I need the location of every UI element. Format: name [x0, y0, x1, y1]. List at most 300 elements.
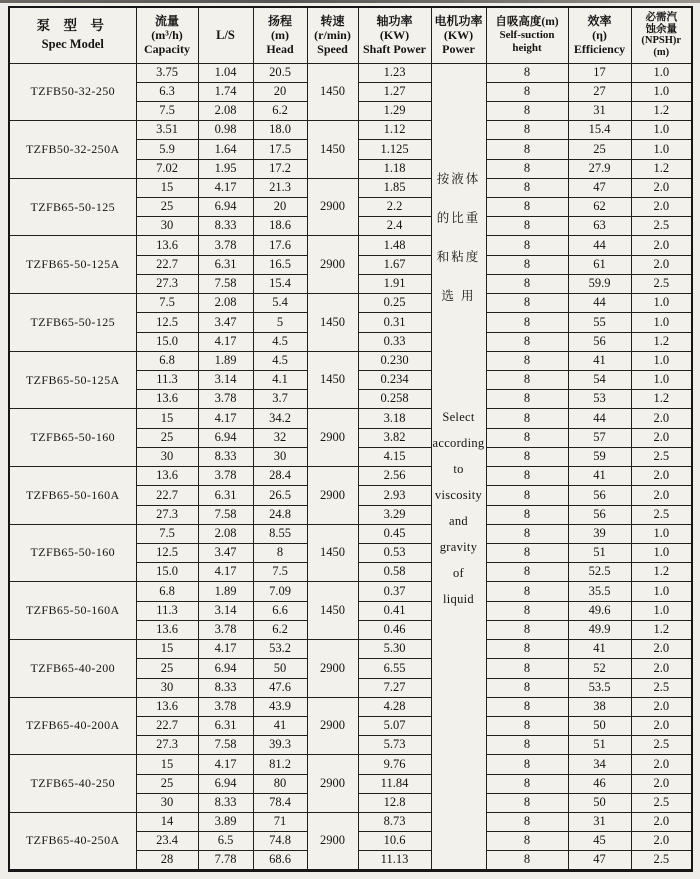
efficiency-cell: 45 — [568, 832, 631, 851]
npsh-cell: 2.0 — [631, 832, 692, 851]
capacity-cell: 7.02 — [136, 159, 198, 178]
capacity-cell: 25 — [136, 659, 198, 678]
table-row — [9, 755, 692, 774]
table-row — [9, 178, 692, 197]
self-suction-cell: 8 — [486, 217, 568, 236]
head-cell: 20 — [253, 198, 307, 217]
header-line: (m) — [271, 28, 289, 43]
ls-cell: 3.78 — [198, 236, 253, 255]
model-cell: TZFB65-40-200 — [9, 640, 136, 698]
header-line: (NPSH)r — [641, 35, 682, 47]
col-header-suction — [486, 7, 568, 63]
head-cell: 68.6 — [253, 851, 307, 871]
shaft-power-cell: 10.6 — [358, 832, 431, 851]
model-cell: TZFB65-50-125A — [9, 351, 136, 409]
model-cell: TZFB65-40-250A — [9, 813, 136, 871]
ls-cell: 6.31 — [198, 716, 253, 735]
col-header-model — [9, 7, 136, 63]
ls-cell: 0.98 — [198, 121, 253, 140]
efficiency-cell: 31 — [568, 101, 631, 120]
shaft-power-cell: 0.25 — [358, 294, 431, 313]
efficiency-cell: 49.9 — [568, 620, 631, 639]
efficiency-cell: 56 — [568, 486, 631, 505]
capacity-cell: 3.51 — [136, 121, 198, 140]
capacity-cell: 27.3 — [136, 505, 198, 524]
col-header-shaft — [358, 7, 431, 63]
self-suction-cell: 8 — [486, 371, 568, 390]
efficiency-cell: 57 — [568, 428, 631, 447]
shaft-power-cell: 1.125 — [358, 140, 431, 159]
npsh-cell: 2.0 — [631, 716, 692, 735]
header-line: (η) — [592, 28, 607, 43]
model-cell: TZFB50-32-250 — [9, 63, 136, 121]
header-line: Self-suction — [499, 28, 555, 41]
power-note-en-line: viscosity — [434, 487, 483, 502]
npsh-cell: 2.5 — [631, 793, 692, 812]
efficiency-cell: 41 — [568, 351, 631, 370]
capacity-cell: 22.7 — [136, 255, 198, 274]
efficiency-cell: 39 — [568, 524, 631, 543]
head-cell: 30 — [253, 447, 307, 466]
col-header-power — [431, 7, 486, 63]
efficiency-cell: 15.4 — [568, 121, 631, 140]
shaft-power-cell: 0.45 — [358, 524, 431, 543]
col-header-efficiency — [568, 7, 631, 63]
model-cell: TZFB65-50-160A — [9, 467, 136, 525]
efficiency-cell: 25 — [568, 140, 631, 159]
header-line: Speed — [317, 42, 348, 57]
capacity-cell: 30 — [136, 447, 198, 466]
capacity-cell: 30 — [136, 678, 198, 697]
self-suction-cell: 8 — [486, 351, 568, 370]
speed-cell: 2900 — [307, 178, 358, 236]
head-cell: 17.2 — [253, 159, 307, 178]
speed-cell: 1450 — [307, 121, 358, 179]
header-line: 扬程 — [267, 14, 292, 29]
self-suction-cell: 8 — [486, 332, 568, 351]
header-line: (r/min) — [314, 28, 351, 43]
self-suction-cell: 8 — [486, 736, 568, 755]
npsh-cell: 1.0 — [631, 313, 692, 332]
head-cell: 6.2 — [253, 101, 307, 120]
head-cell: 18.6 — [253, 217, 307, 236]
model-cell: TZFB65-50-160 — [9, 409, 136, 467]
scan-edge-artifact — [0, 0, 700, 3]
npsh-cell: 1.2 — [631, 620, 692, 639]
shaft-power-cell: 1.29 — [358, 101, 431, 120]
shaft-power-cell: 0.230 — [358, 351, 431, 370]
head-cell: 4.1 — [253, 371, 307, 390]
self-suction-cell: 8 — [486, 255, 568, 274]
self-suction-cell: 8 — [486, 716, 568, 735]
shaft-power-cell: 7.27 — [358, 678, 431, 697]
table-row — [9, 582, 692, 601]
ls-cell: 3.47 — [198, 543, 253, 562]
self-suction-cell: 8 — [486, 793, 568, 812]
shaft-power-cell: 0.31 — [358, 313, 431, 332]
self-suction-cell: 8 — [486, 447, 568, 466]
shaft-power-cell: 2.4 — [358, 217, 431, 236]
col-header-head — [253, 7, 307, 63]
model-cell: TZFB65-50-125 — [9, 294, 136, 352]
efficiency-cell: 56 — [568, 505, 631, 524]
efficiency-cell: 53.5 — [568, 678, 631, 697]
efficiency-cell: 52.5 — [568, 563, 631, 582]
ls-cell: 4.17 — [198, 755, 253, 774]
capacity-cell: 22.7 — [136, 486, 198, 505]
shaft-power-cell: 11.13 — [358, 851, 431, 871]
ls-cell: 3.78 — [198, 620, 253, 639]
power-note-zh-line: 按液体 — [436, 171, 481, 186]
npsh-cell: 2.0 — [631, 755, 692, 774]
power-note-en-line: according — [432, 435, 485, 450]
capacity-cell: 25 — [136, 774, 198, 793]
npsh-cell: 2.0 — [631, 198, 692, 217]
ls-cell: 6.31 — [198, 255, 253, 274]
ls-cell: 4.17 — [198, 178, 253, 197]
header-line: (KW) — [379, 28, 410, 43]
npsh-cell: 2.0 — [631, 428, 692, 447]
shaft-power-cell: 2.93 — [358, 486, 431, 505]
self-suction-cell: 8 — [486, 82, 568, 101]
head-cell: 28.4 — [253, 467, 307, 486]
ls-cell: 1.95 — [198, 159, 253, 178]
self-suction-cell: 8 — [486, 101, 568, 120]
shaft-power-cell: 1.12 — [358, 121, 431, 140]
efficiency-cell: 31 — [568, 813, 631, 832]
capacity-cell: 3.75 — [136, 63, 198, 82]
table-row — [9, 294, 692, 313]
head-cell: 3.7 — [253, 390, 307, 409]
efficiency-cell: 51 — [568, 543, 631, 562]
npsh-cell: 2.0 — [631, 697, 692, 716]
speed-cell: 2900 — [307, 755, 358, 813]
npsh-cell: 1.0 — [631, 63, 692, 82]
self-suction-cell: 8 — [486, 294, 568, 313]
shaft-power-cell: 1.67 — [358, 255, 431, 274]
col-header-npsh — [631, 7, 692, 63]
table-row — [9, 236, 692, 255]
efficiency-cell: 41 — [568, 467, 631, 486]
self-suction-cell: 8 — [486, 467, 568, 486]
capacity-cell: 6.8 — [136, 582, 198, 601]
head-cell: 8.55 — [253, 524, 307, 543]
self-suction-cell: 8 — [486, 851, 568, 871]
npsh-cell: 1.2 — [631, 332, 692, 351]
capacity-cell: 7.5 — [136, 101, 198, 120]
model-cell: TZFB65-50-125 — [9, 178, 136, 236]
npsh-cell: 2.0 — [631, 409, 692, 428]
capacity-cell: 27.3 — [136, 736, 198, 755]
header-line: height — [512, 41, 542, 54]
shaft-power-cell: 3.18 — [358, 409, 431, 428]
head-cell: 71 — [253, 813, 307, 832]
ls-cell: 3.47 — [198, 313, 253, 332]
capacity-cell: 11.3 — [136, 601, 198, 620]
shaft-power-cell: 5.30 — [358, 640, 431, 659]
power-note-zh-line: 和粘度 — [436, 249, 481, 264]
shaft-power-cell: 11.84 — [358, 774, 431, 793]
self-suction-cell: 8 — [486, 63, 568, 82]
npsh-cell: 2.0 — [631, 467, 692, 486]
npsh-cell: 1.2 — [631, 563, 692, 582]
head-cell: 17.6 — [253, 236, 307, 255]
npsh-cell: 1.2 — [631, 101, 692, 120]
self-suction-cell: 8 — [486, 620, 568, 639]
ls-cell: 7.58 — [198, 274, 253, 293]
self-suction-cell: 8 — [486, 178, 568, 197]
self-suction-cell: 8 — [486, 198, 568, 217]
ls-cell: 4.17 — [198, 409, 253, 428]
ls-cell: 3.78 — [198, 467, 253, 486]
self-suction-cell: 8 — [486, 832, 568, 851]
npsh-cell: 2.0 — [631, 178, 692, 197]
efficiency-cell: 47 — [568, 178, 631, 197]
motor-power-note-cell — [431, 63, 486, 871]
self-suction-cell: 8 — [486, 640, 568, 659]
head-cell: 6.2 — [253, 620, 307, 639]
col-header-capacity — [136, 7, 198, 63]
efficiency-cell: 62 — [568, 198, 631, 217]
ls-cell: 7.78 — [198, 851, 253, 871]
efficiency-cell: 38 — [568, 697, 631, 716]
ls-cell: 8.33 — [198, 793, 253, 812]
ls-cell: 7.58 — [198, 505, 253, 524]
power-note-zh-line: 选 用 — [441, 288, 476, 303]
head-cell: 39.3 — [253, 736, 307, 755]
efficiency-cell: 54 — [568, 371, 631, 390]
npsh-cell: 2.5 — [631, 274, 692, 293]
ls-cell: 1.89 — [198, 582, 253, 601]
shaft-power-cell: 0.234 — [358, 371, 431, 390]
ls-cell: 1.89 — [198, 351, 253, 370]
head-cell: 47.6 — [253, 678, 307, 697]
header-line: Spec Model — [41, 37, 104, 52]
shaft-power-cell: 0.37 — [358, 582, 431, 601]
ls-cell: 3.78 — [198, 390, 253, 409]
table-row — [9, 351, 692, 370]
head-cell: 4.5 — [253, 351, 307, 370]
header-line: (KW) — [443, 28, 474, 43]
speed-cell: 2900 — [307, 467, 358, 525]
ls-cell: 1.64 — [198, 140, 253, 159]
shaft-power-cell: 5.73 — [358, 736, 431, 755]
power-note-en-line: Select — [442, 409, 475, 424]
header-line: Head — [266, 42, 294, 57]
power-note-gap — [432, 316, 486, 404]
ls-cell: 8.33 — [198, 217, 253, 236]
power-note-en-line: of — [452, 565, 464, 580]
header-row — [9, 7, 692, 63]
head-cell: 20 — [253, 82, 307, 101]
model-cell: TZFB65-50-160 — [9, 524, 136, 582]
ls-cell: 8.33 — [198, 447, 253, 466]
efficiency-cell: 50 — [568, 716, 631, 735]
model-cell: TZFB65-50-125A — [9, 236, 136, 294]
shaft-power-cell: 1.23 — [358, 63, 431, 82]
ls-cell: 4.17 — [198, 332, 253, 351]
efficiency-cell: 49.6 — [568, 601, 631, 620]
head-cell: 41 — [253, 716, 307, 735]
capacity-cell: 25 — [136, 198, 198, 217]
speed-cell: 2900 — [307, 697, 358, 755]
power-note-en-line: liquid — [443, 591, 474, 606]
capacity-cell: 6.8 — [136, 351, 198, 370]
npsh-cell: 1.0 — [631, 601, 692, 620]
speed-cell: 1450 — [307, 582, 358, 640]
self-suction-cell: 8 — [486, 390, 568, 409]
npsh-cell: 2.0 — [631, 486, 692, 505]
table-row — [9, 63, 692, 82]
ls-cell: 3.89 — [198, 813, 253, 832]
capacity-cell: 15 — [136, 178, 198, 197]
npsh-cell: 2.0 — [631, 774, 692, 793]
capacity-cell: 13.6 — [136, 697, 198, 716]
shaft-power-cell: 1.91 — [358, 274, 431, 293]
capacity-cell: 13.6 — [136, 620, 198, 639]
ls-cell: 6.5 — [198, 832, 253, 851]
header-line: (m³/h) — [151, 28, 183, 43]
ls-cell: 6.94 — [198, 428, 253, 447]
table-row — [9, 813, 692, 832]
efficiency-cell: 59 — [568, 447, 631, 466]
shaft-power-cell: 0.58 — [358, 563, 431, 582]
npsh-cell: 1.0 — [631, 294, 692, 313]
npsh-cell: 1.0 — [631, 351, 692, 370]
speed-cell: 2900 — [307, 813, 358, 871]
efficiency-cell: 41 — [568, 640, 631, 659]
header-line: 轴功率 — [376, 14, 413, 29]
efficiency-cell: 27.9 — [568, 159, 631, 178]
head-cell: 20.5 — [253, 63, 307, 82]
ls-cell: 3.14 — [198, 601, 253, 620]
head-cell: 78.4 — [253, 793, 307, 812]
npsh-cell: 2.0 — [631, 813, 692, 832]
power-note-en-line: to — [453, 461, 464, 476]
capacity-cell: 13.6 — [136, 236, 198, 255]
capacity-cell: 15 — [136, 409, 198, 428]
ls-cell: 7.58 — [198, 736, 253, 755]
npsh-cell: 2.5 — [631, 678, 692, 697]
shaft-power-cell: 0.33 — [358, 332, 431, 351]
npsh-cell: 1.0 — [631, 121, 692, 140]
head-cell: 21.3 — [253, 178, 307, 197]
efficiency-cell: 27 — [568, 82, 631, 101]
self-suction-cell: 8 — [486, 159, 568, 178]
ls-cell: 3.78 — [198, 697, 253, 716]
table-row — [9, 467, 692, 486]
shaft-power-cell: 0.46 — [358, 620, 431, 639]
speed-cell: 1450 — [307, 63, 358, 121]
npsh-cell: 1.0 — [631, 371, 692, 390]
header-line: 转速 — [320, 14, 345, 29]
efficiency-cell: 47 — [568, 851, 631, 871]
efficiency-cell: 59.9 — [568, 274, 631, 293]
efficiency-cell: 56 — [568, 332, 631, 351]
header-line: 蚀余量 — [645, 23, 677, 35]
shaft-power-cell: 1.85 — [358, 178, 431, 197]
npsh-cell: 2.5 — [631, 447, 692, 466]
ls-cell: 2.08 — [198, 294, 253, 313]
head-cell: 17.5 — [253, 140, 307, 159]
self-suction-cell: 8 — [486, 563, 568, 582]
capacity-cell: 14 — [136, 813, 198, 832]
head-cell: 5 — [253, 313, 307, 332]
efficiency-cell: 52 — [568, 659, 631, 678]
npsh-cell: 2.5 — [631, 505, 692, 524]
capacity-cell: 22.7 — [136, 716, 198, 735]
npsh-cell: 2.5 — [631, 851, 692, 871]
capacity-cell: 15.0 — [136, 332, 198, 351]
shaft-power-cell: 4.15 — [358, 447, 431, 466]
model-cell: TZFB65-40-250 — [9, 755, 136, 813]
npsh-cell: 1.0 — [631, 82, 692, 101]
shaft-power-cell: 0.41 — [358, 601, 431, 620]
head-cell: 6.6 — [253, 601, 307, 620]
npsh-cell: 2.0 — [631, 255, 692, 274]
shaft-power-cell: 8.73 — [358, 813, 431, 832]
self-suction-cell: 8 — [486, 428, 568, 447]
shaft-power-cell: 1.27 — [358, 82, 431, 101]
capacity-cell: 7.5 — [136, 524, 198, 543]
self-suction-cell: 8 — [486, 409, 568, 428]
self-suction-cell: 8 — [486, 505, 568, 524]
header-line: (m) — [653, 46, 670, 58]
head-cell: 15.4 — [253, 274, 307, 293]
head-cell: 16.5 — [253, 255, 307, 274]
table-row — [9, 640, 692, 659]
ls-cell: 6.94 — [198, 198, 253, 217]
efficiency-cell: 44 — [568, 294, 631, 313]
efficiency-cell: 17 — [568, 63, 631, 82]
ls-cell: 2.08 — [198, 101, 253, 120]
capacity-cell: 7.5 — [136, 294, 198, 313]
self-suction-cell: 8 — [486, 774, 568, 793]
shaft-power-cell: 12.8 — [358, 793, 431, 812]
efficiency-cell: 50 — [568, 793, 631, 812]
model-cell: TZFB50-32-250A — [9, 121, 136, 179]
head-cell: 8 — [253, 543, 307, 562]
head-cell: 74.8 — [253, 832, 307, 851]
head-cell: 26.5 — [253, 486, 307, 505]
col-header-ls — [198, 7, 253, 63]
shaft-power-cell: 0.258 — [358, 390, 431, 409]
speed-cell: 2900 — [307, 640, 358, 698]
self-suction-cell: 8 — [486, 582, 568, 601]
efficiency-cell: 63 — [568, 217, 631, 236]
shaft-power-cell: 2.2 — [358, 198, 431, 217]
head-cell: 4.5 — [253, 332, 307, 351]
model-cell: TZFB65-50-160A — [9, 582, 136, 640]
ls-cell: 1.74 — [198, 82, 253, 101]
shaft-power-cell: 9.76 — [358, 755, 431, 774]
npsh-cell: 1.0 — [631, 543, 692, 562]
capacity-cell: 12.5 — [136, 313, 198, 332]
ls-cell: 2.08 — [198, 524, 253, 543]
header-line: Efficiency — [573, 42, 626, 57]
shaft-power-cell: 5.07 — [358, 716, 431, 735]
shaft-power-cell: 2.56 — [358, 467, 431, 486]
speed-cell: 1450 — [307, 524, 358, 582]
capacity-cell: 30 — [136, 217, 198, 236]
head-cell: 24.8 — [253, 505, 307, 524]
ls-cell: 4.17 — [198, 563, 253, 582]
pump-spec-table — [8, 6, 693, 872]
table-row — [9, 697, 692, 716]
head-cell: 7.5 — [253, 563, 307, 582]
efficiency-cell: 44 — [568, 236, 631, 255]
header-line: 泵 型 号 — [36, 18, 109, 34]
